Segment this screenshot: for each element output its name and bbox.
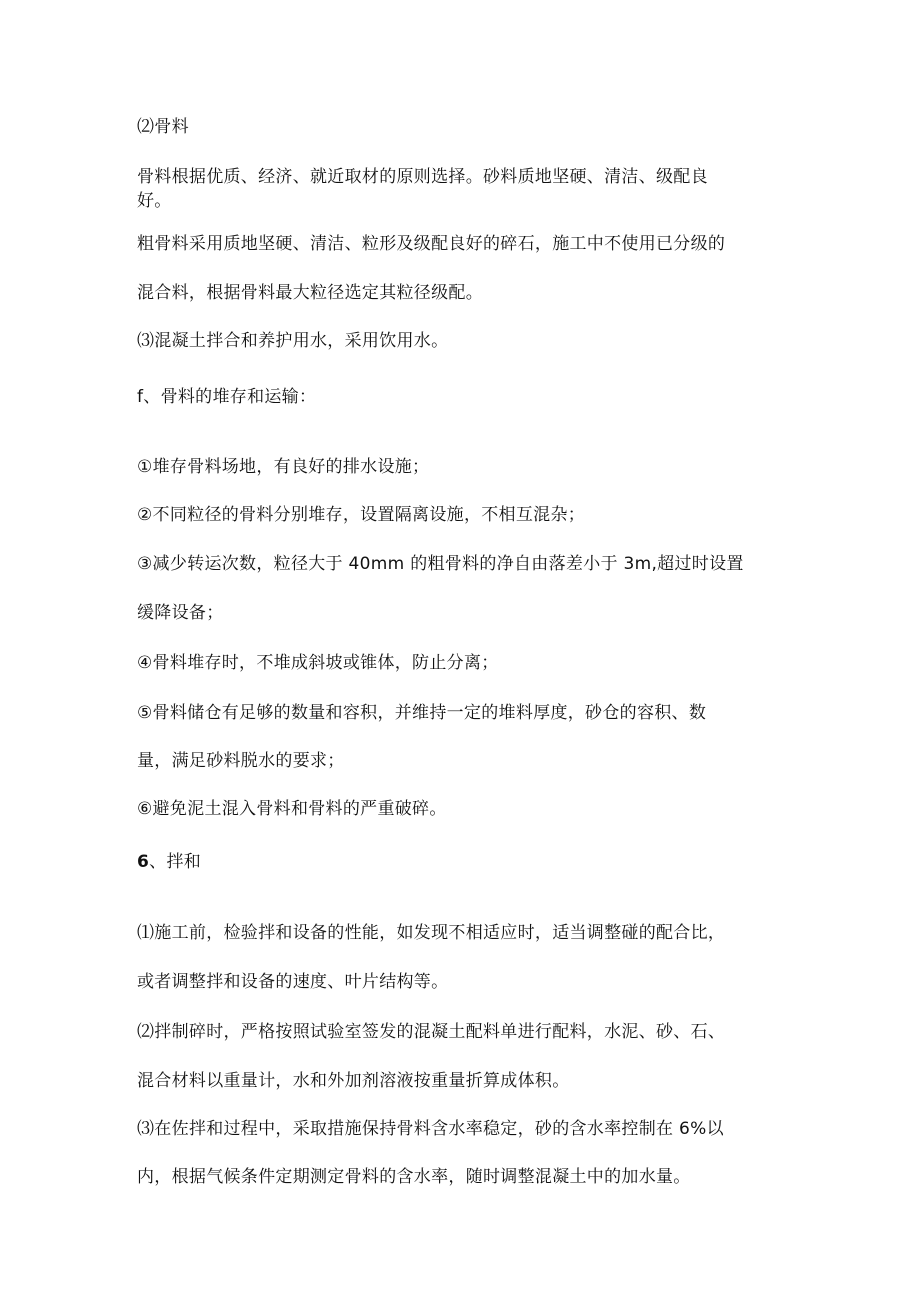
paragraph-line: 骨料根据优质、经济、就近取材的原则选择。砂料质地坚硬、清洁、级配良 [137, 167, 708, 187]
section-heading-6 [137, 851, 201, 873]
paragraph-line: 粗骨料采用质地坚硬、清洁、粒形及级配良好的碎石，施工中不使用已分级的 [137, 234, 726, 254]
paragraph-line: ⑴施工前，检验拌和设备的性能，如发现不相适应时，适当调整碰的配合比， [137, 923, 726, 943]
list-item: ②不同粒径的骨料分别堆存，设置隔离设施，不相互混杂； [137, 505, 586, 525]
list-item: ⑤骨料储仓有足够的数量和容积，并维持一定的堆料厚度，砂仓的容积、数 [137, 703, 707, 723]
paragraph-line: 内，根据气候条件定期测定骨料的含水率，随时调整混凝土中的加水量。 [137, 1167, 691, 1187]
paragraph-line: ⑵拌制碎时，严格按照试验室签发的混凝土配料单进行配料，水泥、砂、石、 [137, 1022, 726, 1042]
list-item: ④骨料堆存时，不堆成斜坡或锥体，防止分离； [137, 653, 499, 673]
list-item-continuation: 量，满足砂料脱水的要求； [137, 751, 345, 771]
section-number: 6 [137, 852, 150, 872]
section-heading-f: f、骨料的堆存和运输： [137, 387, 317, 407]
list-item: ⑥避免泥土混入骨料和骨料的严重破碎。 [137, 799, 447, 819]
paragraph-line: 混合料，根据骨料最大粒径选定其粒径级配。 [137, 283, 483, 303]
heading-aggregate: ⑵骨料 [137, 117, 189, 137]
list-item-continuation: 缓降设备； [137, 603, 224, 623]
list-item: ③减少转运次数，粒径大于 40mm 的粗骨料的净自由落差小于 3m,超过时设置 [137, 554, 744, 574]
list-item: ①堆存骨料场地，有良好的排水设施； [137, 457, 430, 477]
paragraph-line: ⑶混凝土拌合和养护用水，采用饮用水。 [137, 331, 449, 351]
paragraph-line: 好。 [137, 191, 172, 211]
section-title: 、拌和 [149, 852, 202, 872]
paragraph-line: 混合材料以重量计，水和外加剂溶液按重量折算成体积。 [137, 1071, 570, 1091]
paragraph-line: 或者调整拌和设备的速度、叶片结构等。 [137, 972, 449, 992]
paragraph-line: ⑶在佐拌和过程中，采取措施保持骨料含水率稳定，砂的含水率控制在 6%以 [137, 1119, 724, 1139]
